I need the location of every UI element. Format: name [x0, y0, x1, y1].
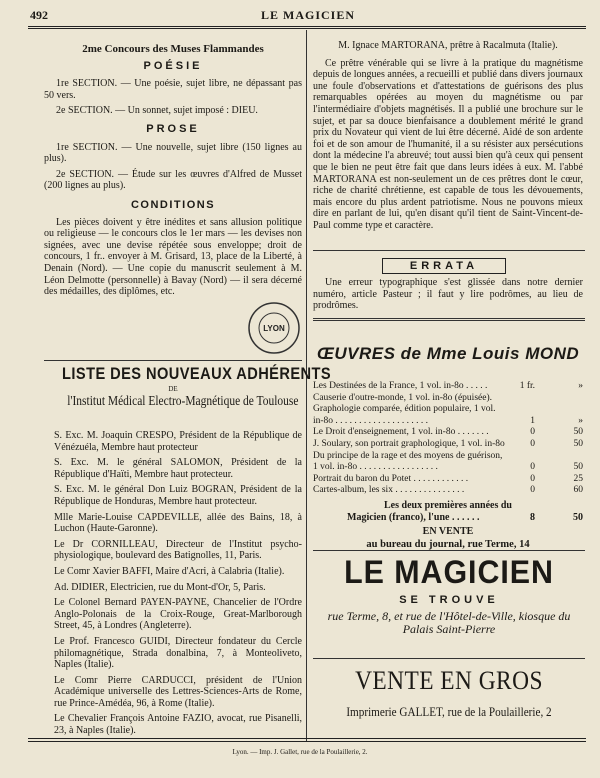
section-rule — [313, 318, 585, 319]
errata-text: Une erreur typographique s'est glissée dans notre dernier numéro, article Pasteur ; il faut y lire podrômes, au lieu de prodrômes. — [313, 277, 583, 312]
footer-rule-2 — [28, 741, 586, 742]
running-title: LE MAGICIEN — [260, 8, 355, 22]
book-title: Le Droit d'enseignement, 1 vol. in-8o . . . . . . . — [313, 427, 489, 438]
book-title: Cartes-album, les six . . . . . . . . . . . . . . . — [313, 485, 465, 496]
prose-heading: PROSE — [146, 122, 200, 135]
concours-title: 2me Concours des Muses Flammandes — [82, 43, 264, 55]
price-francs: 0 — [530, 485, 535, 496]
section-rule — [313, 658, 585, 659]
price-cents: 25 — [573, 473, 583, 484]
price-francs: 0 — [530, 427, 535, 438]
member-entry: Le Chevalier François Antoine FAZIO, avocat, rue Pisanelli, 23, à Naples (Italie). — [54, 713, 302, 737]
section-rule — [313, 250, 585, 251]
liste-title: LISTE DES NOUVEAUX ADHÉRENTS — [62, 364, 332, 383]
section-rule — [313, 550, 585, 551]
section-rule — [44, 360, 302, 361]
page-header — [30, 8, 586, 24]
martorana-line: M. Ignace MARTORANA, prêtre à Racalmuta (Italie). — [338, 40, 558, 51]
premieres-row — [313, 512, 583, 524]
price-row — [313, 462, 583, 474]
member-entry: Le Colonel Bernard PAYEN-PAYNE, Chancelier de l'Ordre Anglo-Polonais de la Croix-Rouge, Great-Marlborough Street, 45, à Londres (Angleterre). — [54, 597, 302, 632]
price-cents: 50 — [573, 438, 583, 449]
price-row — [313, 474, 583, 486]
price-row — [313, 404, 583, 416]
price-francs: 0 — [530, 473, 535, 484]
page-number: 492 — [30, 8, 48, 22]
price-row — [313, 451, 583, 463]
price-cents: » — [578, 381, 583, 391]
member-entry: S. Exc. M. le général SALOMON, Président de la République d'Haïti, Membre haut protecteur. — [54, 457, 302, 480]
premieres-line-2: Magicien (franco), l'une . . . . . . — [347, 511, 480, 523]
imprimerie: Imprimerie GALLET, rue de la Poulaillerie, 2 — [346, 704, 552, 719]
postal-stamp — [246, 300, 302, 356]
errata-section — [313, 277, 583, 312]
institut-name: l'Institut Médical Electro-Magnétique de Toulouse — [67, 394, 299, 410]
se-trouve: SE TROUVE — [399, 594, 499, 606]
members-list — [44, 430, 302, 737]
au-bureau: au bureau du journal, rue Terme, 14 — [366, 539, 530, 551]
book-title: Du principe de la rage et des moyens de guérison, — [313, 450, 503, 461]
liste-de: DE — [168, 384, 178, 393]
price-row — [313, 381, 583, 393]
price-francs: 0 — [530, 438, 535, 449]
errata-heading: ERRATA — [382, 258, 506, 274]
conditions-heading: CONDITIONS — [130, 198, 216, 211]
header-rule — [28, 26, 586, 27]
poesie-heading: POÉSIE — [143, 59, 203, 72]
price-row — [313, 393, 583, 405]
book-title: Causerie d'outre-monde, 1 vol. in-8o (épuisée). — [313, 392, 492, 403]
price-francs: 0 — [530, 462, 535, 473]
martorana-text: Ce prêtre vénérable qui se livre à la pratique du magnétisme depuis de longues années, a recueilli et publié dans divers journaux une foule d'observations et d'attestations de guérisons des plus remarquables opérées au moyen du magnétisme ou par l'intermédiaire d'objets magnétisés. Il a publié une brochure sur le sujet, et par sa douce bienfaisance a doublement mérité le grand prix du Novateur qui vient de lui être décerné. Aidé de son ardente foi et de son amour de l'humanité, il a su résister aux persécutions dont la médecine l'a abreuvé; tout aussi bien qu'à ceux qui pensent que le bien ne peut être fait que dans leurs idées à eux. M. l'abbé MARTORANA est non-seulement un de ces prêtres dont le cœur, riche de charité chrétienne, est capable de tous les dévouements, mais encore du plus ardent patriotisme. Nous ne pouvons mieux dire en parlant de lui, qu'en disant qu'il tient de Saint-Vincent-de-Paul comme type et caractère. — [313, 57, 583, 231]
price-cents: 60 — [573, 485, 583, 496]
member-entry: Mlle Marie-Louise CAPDEVILLE, allée des Bains, 18, à Luchon (Haute-Garonne). — [54, 511, 302, 535]
member-entry: Le Comr Pierre CARDUCCI, président de l'Union Académique universelle des Lettres-Sciences-Arts de Rome, rue Prince-Amédéa, 96, à Rome (Italie). — [54, 674, 302, 709]
premieres-francs: 8 — [530, 511, 535, 523]
member-entry: S. Exc. M. le général Don Luiz BOGRAN, Président de la République de Honduras, Membre haut protecteur. — [54, 484, 302, 507]
book-title: Portrait du baron du Potet . . . . . . . . . . . . — [313, 473, 469, 484]
book-title: J. Soulary, son portrait graphologique, 1 vol. in-8o — [313, 438, 505, 449]
book-title: Graphologie comparée, édition populaire, 1 vol. — [313, 404, 496, 415]
prose-section-1: 1re SECTION. — Une nouvelle, sujet libre (150 lignes au plus). — [44, 141, 302, 165]
ad-address: rue Terme, 8, et rue de l'Hôtel-de-Ville, kiosque du Palais Saint-Pierre — [327, 609, 571, 636]
printer-footer: Lyon. — Imp. J. Gallet, rue de la Poulaillerie, 2. — [232, 748, 368, 756]
en-vente: EN VENTE — [422, 525, 474, 537]
price-row — [313, 485, 583, 497]
vente-gros: VENTE EN GROS — [355, 666, 543, 695]
price-cents: » — [578, 415, 583, 426]
book-title: Les Destinées de la France, 1 vol. in-8o . . . . . — [313, 381, 488, 391]
column-divider — [306, 30, 307, 742]
stamp-text: LYON — [263, 324, 285, 333]
right-column — [313, 40, 583, 232]
conditions-text: Les pièces doivent y être inédites et sans allusion politique ou religieuse — le concours clos le 1er mars — les devises non signées, avec une devise répétée sous enveloppe; droit de concours, 1 fr.. envoyer à M. Grisard, 13, place de la Liberté, à Denain (Nord). — Une copie du manuscrit seulement à M. Léon Delmotte (personnelle) à Bavay (Nord) — il sera décerné des médailles, des diplômes, etc. — [44, 216, 302, 298]
price-list — [313, 381, 583, 497]
member-entry: Ad. DIDIER, Electricien, rue du Mont-d'Or, 5, Paris. — [54, 581, 266, 593]
member-entry: Le Dr CORNILLEAU, Directeur de l'Institut psycho-physiologique, boulevard des Batignolles, 11, Paris. — [54, 538, 302, 562]
section-rule-2 — [313, 320, 585, 321]
member-entry: Le Prof. Francesco GUIDI, Directeur fondateur du Cercle philomagnétique, Strada donalbina, 7, à Monteoliveto, Naples (Italie). — [54, 635, 302, 671]
premieres-cents: 50 — [573, 511, 583, 523]
header-rule-2 — [28, 28, 586, 29]
ad-title: LE MAGICIEN — [344, 554, 554, 590]
price-cents: 50 — [573, 427, 583, 438]
book-title: in-8o . . . . . . . . . . . . . . . . . . . . — [313, 415, 429, 426]
adherents-section — [44, 364, 332, 410]
premieres-annees — [313, 500, 583, 551]
oeuvres-section — [313, 344, 583, 363]
price-row — [313, 416, 583, 428]
premieres-line-1: Les deux premières années du — [384, 500, 512, 511]
book-title: 1 vol. in-8o . . . . . . . . . . . . . . . . . — [313, 462, 438, 473]
price-francs: 1 — [530, 415, 535, 426]
member-entry: Le Comr Xavier BAFFI, Maire d'Acri, à Calabria (Italie). — [54, 565, 285, 577]
price-cents: 50 — [573, 462, 583, 473]
oeuvres-title: ŒUVRES de Mme Louis MOND — [316, 344, 580, 363]
price-row — [313, 427, 583, 439]
price-row — [313, 439, 583, 451]
prose-section-2: 2e SECTION. — Étude sur les œuvres d'Alfred de Musset (200 lignes au plus). — [44, 168, 302, 192]
footer-rule — [28, 738, 586, 739]
member-entry: S. Exc. M. Joaquin CRESPO, Président de la République de Vénézuéla, Membre haut protecteur — [54, 430, 302, 453]
left-column — [44, 44, 302, 298]
poesie-section-2: 2e SECTION. — Un sonnet, sujet imposé : DIEU. — [56, 105, 258, 117]
poesie-section-1: 1re SECTION. — Une poésie, sujet libre, ne dépassant pas 50 vers. — [44, 78, 302, 101]
price-francs: 1 fr. — [519, 381, 535, 391]
